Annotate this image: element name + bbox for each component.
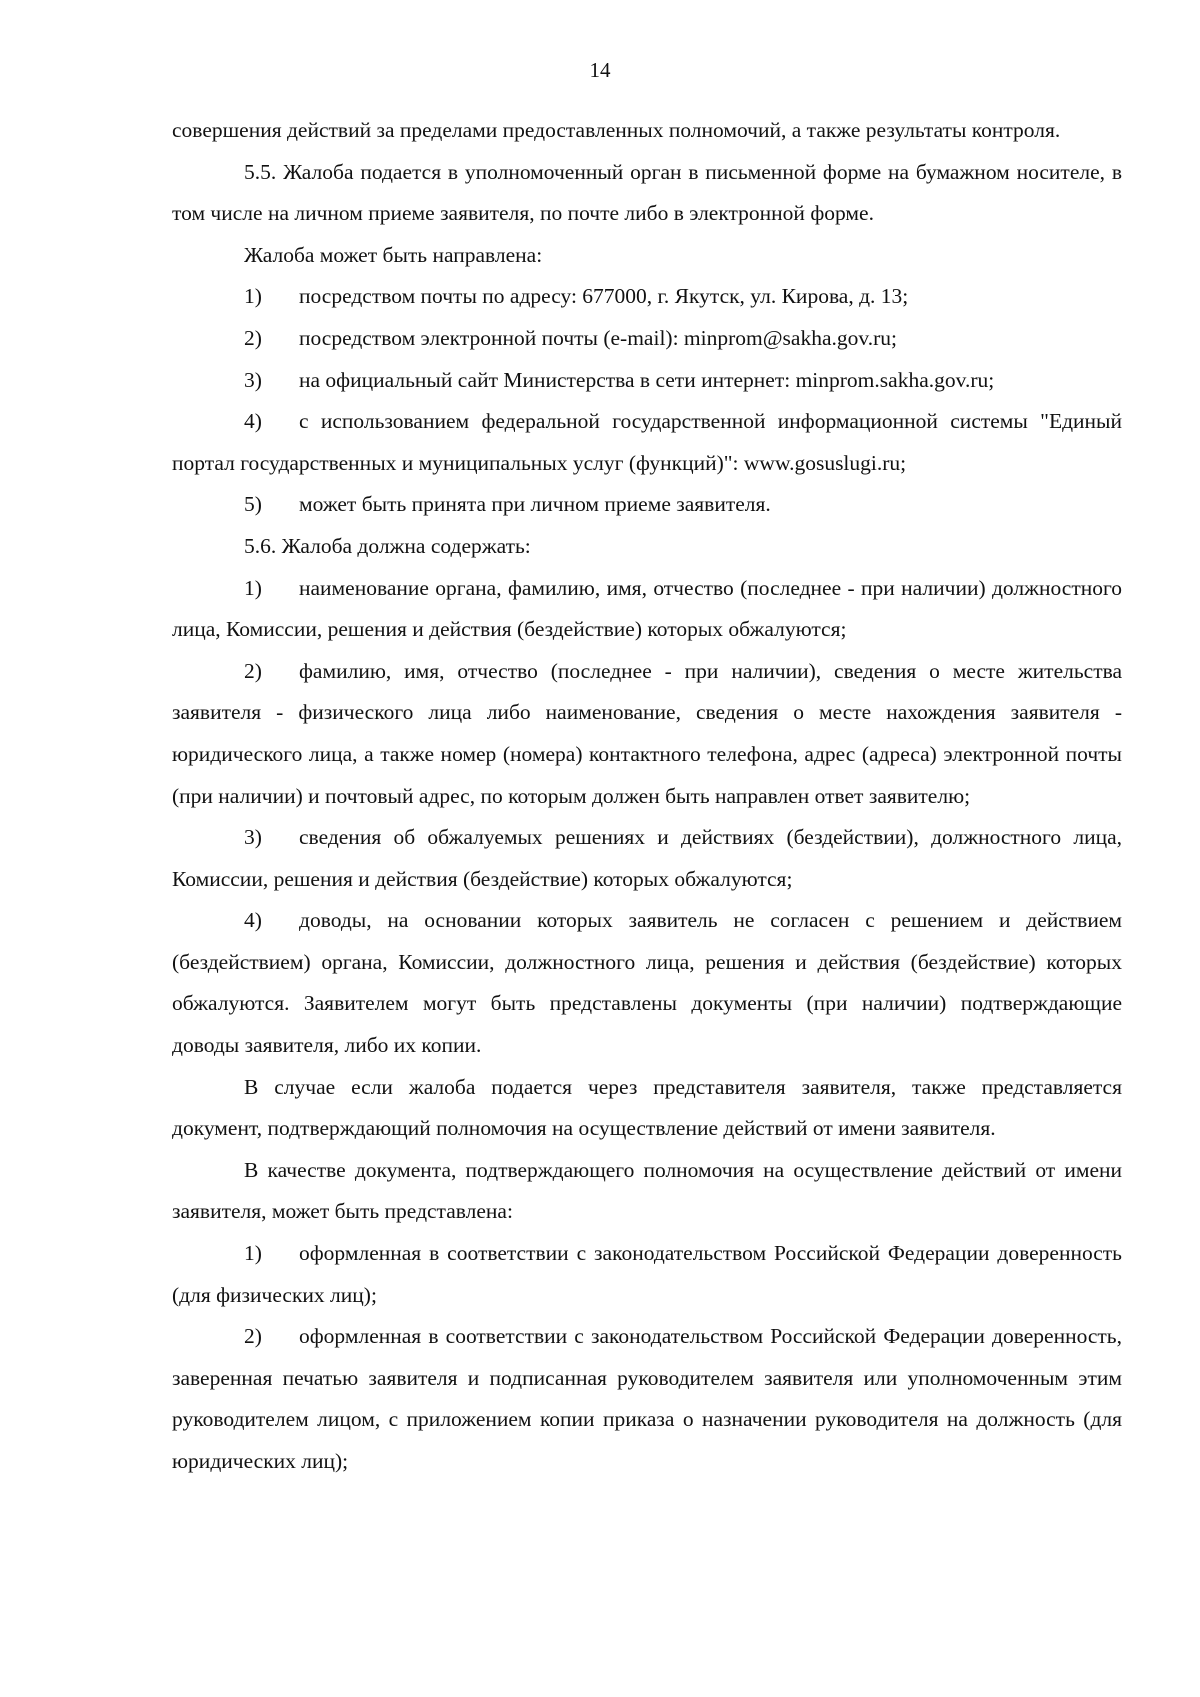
list-item [172,651,1122,817]
list-item-text: может быть принята при личном приеме заявителя. [299,492,771,517]
paragraph-complaint-channels-intro: Жалоба может быть направлена: [244,242,543,267]
page-number: 14 [589,58,611,82]
list-item [172,817,1122,900]
list-item-text: оформленная в соответствии с законодательством Российской Федерации доверенность, заверенная печатью заявителя и подписанная руководителем заявителя или уполномоченным этим руководителем лицом, с приложением копии приказа о назначении руководителя на должность (для юридических лиц); [172,1324,1122,1473]
list-item [172,900,1122,1066]
paragraph-continuation: совершения действий за пределами предоставленных полномочий, а также результаты контроля. [172,118,1061,142]
list-item [172,360,1122,402]
list-item-text: фамилию, имя, отчество (последнее - при наличии), сведения о месте жительства заявителя - физического лица либо наименование, сведения о месте нахождения заявителя - юридического лица, а также номер (номера) контактного телефона, адрес (адреса) электронной почты (при наличии) и почтовый адрес, по которым должен быть направлен ответ заявителю; [172,658,1122,808]
paragraph-representative: В случае если жалоба подается через представителя заявителя, также представляется документ, подтверждающий полномочия на осуществление действий от имени заявителя. [172,1074,1122,1141]
list-item-text: оформленная в соответствии с законодательством Российской Федерации доверенность (для физических лиц); [172,1241,1122,1307]
document-body [172,110,1122,1483]
list-item-number: 4) [244,409,262,434]
list-item-number: 1) [244,1241,262,1266]
list-item [172,276,1122,318]
paragraph-authority-document: В качестве документа, подтверждающего полномочия на осуществление действий от имени заявителя, может быть представлена: [172,1157,1122,1224]
list-item-number: 2) [244,1324,262,1349]
list-item-number: 5) [244,492,262,517]
list-item-text: доводы, на основании которых заявитель не согласен с решением и действием (бездействием) органа, Комиссии, должностного лица, решения и действия (бездействие) которых обжалуются. Заявителем могут быть представлены документы (при наличии) подтверждающие доводы заявителя, либо их копии. [172,908,1122,1058]
list-item [172,1316,1122,1482]
list-item [172,401,1122,484]
list-item [172,318,1122,360]
list-item-number: 3) [244,367,262,392]
list-item [172,484,1122,526]
list-item-text: посредством электронной почты (e-mail): minprom@sakha.gov.ru; [299,325,898,350]
list-item-number: 1) [244,575,262,600]
list-item-text: наименование органа, фамилию, имя, отчество (последнее - при наличии) должностного лица, Комиссии, решения и действия (бездействие) которых обжалуются; [172,575,1122,642]
list-item-number: 1) [244,284,262,309]
list-item [172,568,1122,651]
list-item [172,1233,1122,1316]
list-item-number: 2) [244,658,262,683]
list-item-number: 2) [244,325,262,350]
list-item-number: 3) [244,825,262,850]
list-item-text: посредством почты по адресу: 677000, г. Якутск, ул. Кирова, д. 13; [299,284,909,309]
paragraph-5-5: 5.5. Жалоба подается в уполномоченный орган в письменной форме на бумажном носителе, в том числе на личном приеме заявителя, по почте либо в электронной форме. [172,159,1122,226]
list-item-text: сведения об обжалуемых решениях и действиях (бездействии), должностного лица, Комиссии, решения и действия (бездействие) которых обжалуются; [172,825,1122,891]
paragraph-5-6: 5.6. Жалоба должна содержать: [244,533,531,558]
list-item-number: 4) [244,908,262,933]
list-item-text: с использованием федеральной государственной информационной системы "Единый портал государственных и муниципальных услуг (функций)": www.gosuslugi.ru; [172,409,1122,475]
list-item-text: на официальный сайт Министерства в сети интернет: minprom.sakha.gov.ru; [299,367,995,392]
